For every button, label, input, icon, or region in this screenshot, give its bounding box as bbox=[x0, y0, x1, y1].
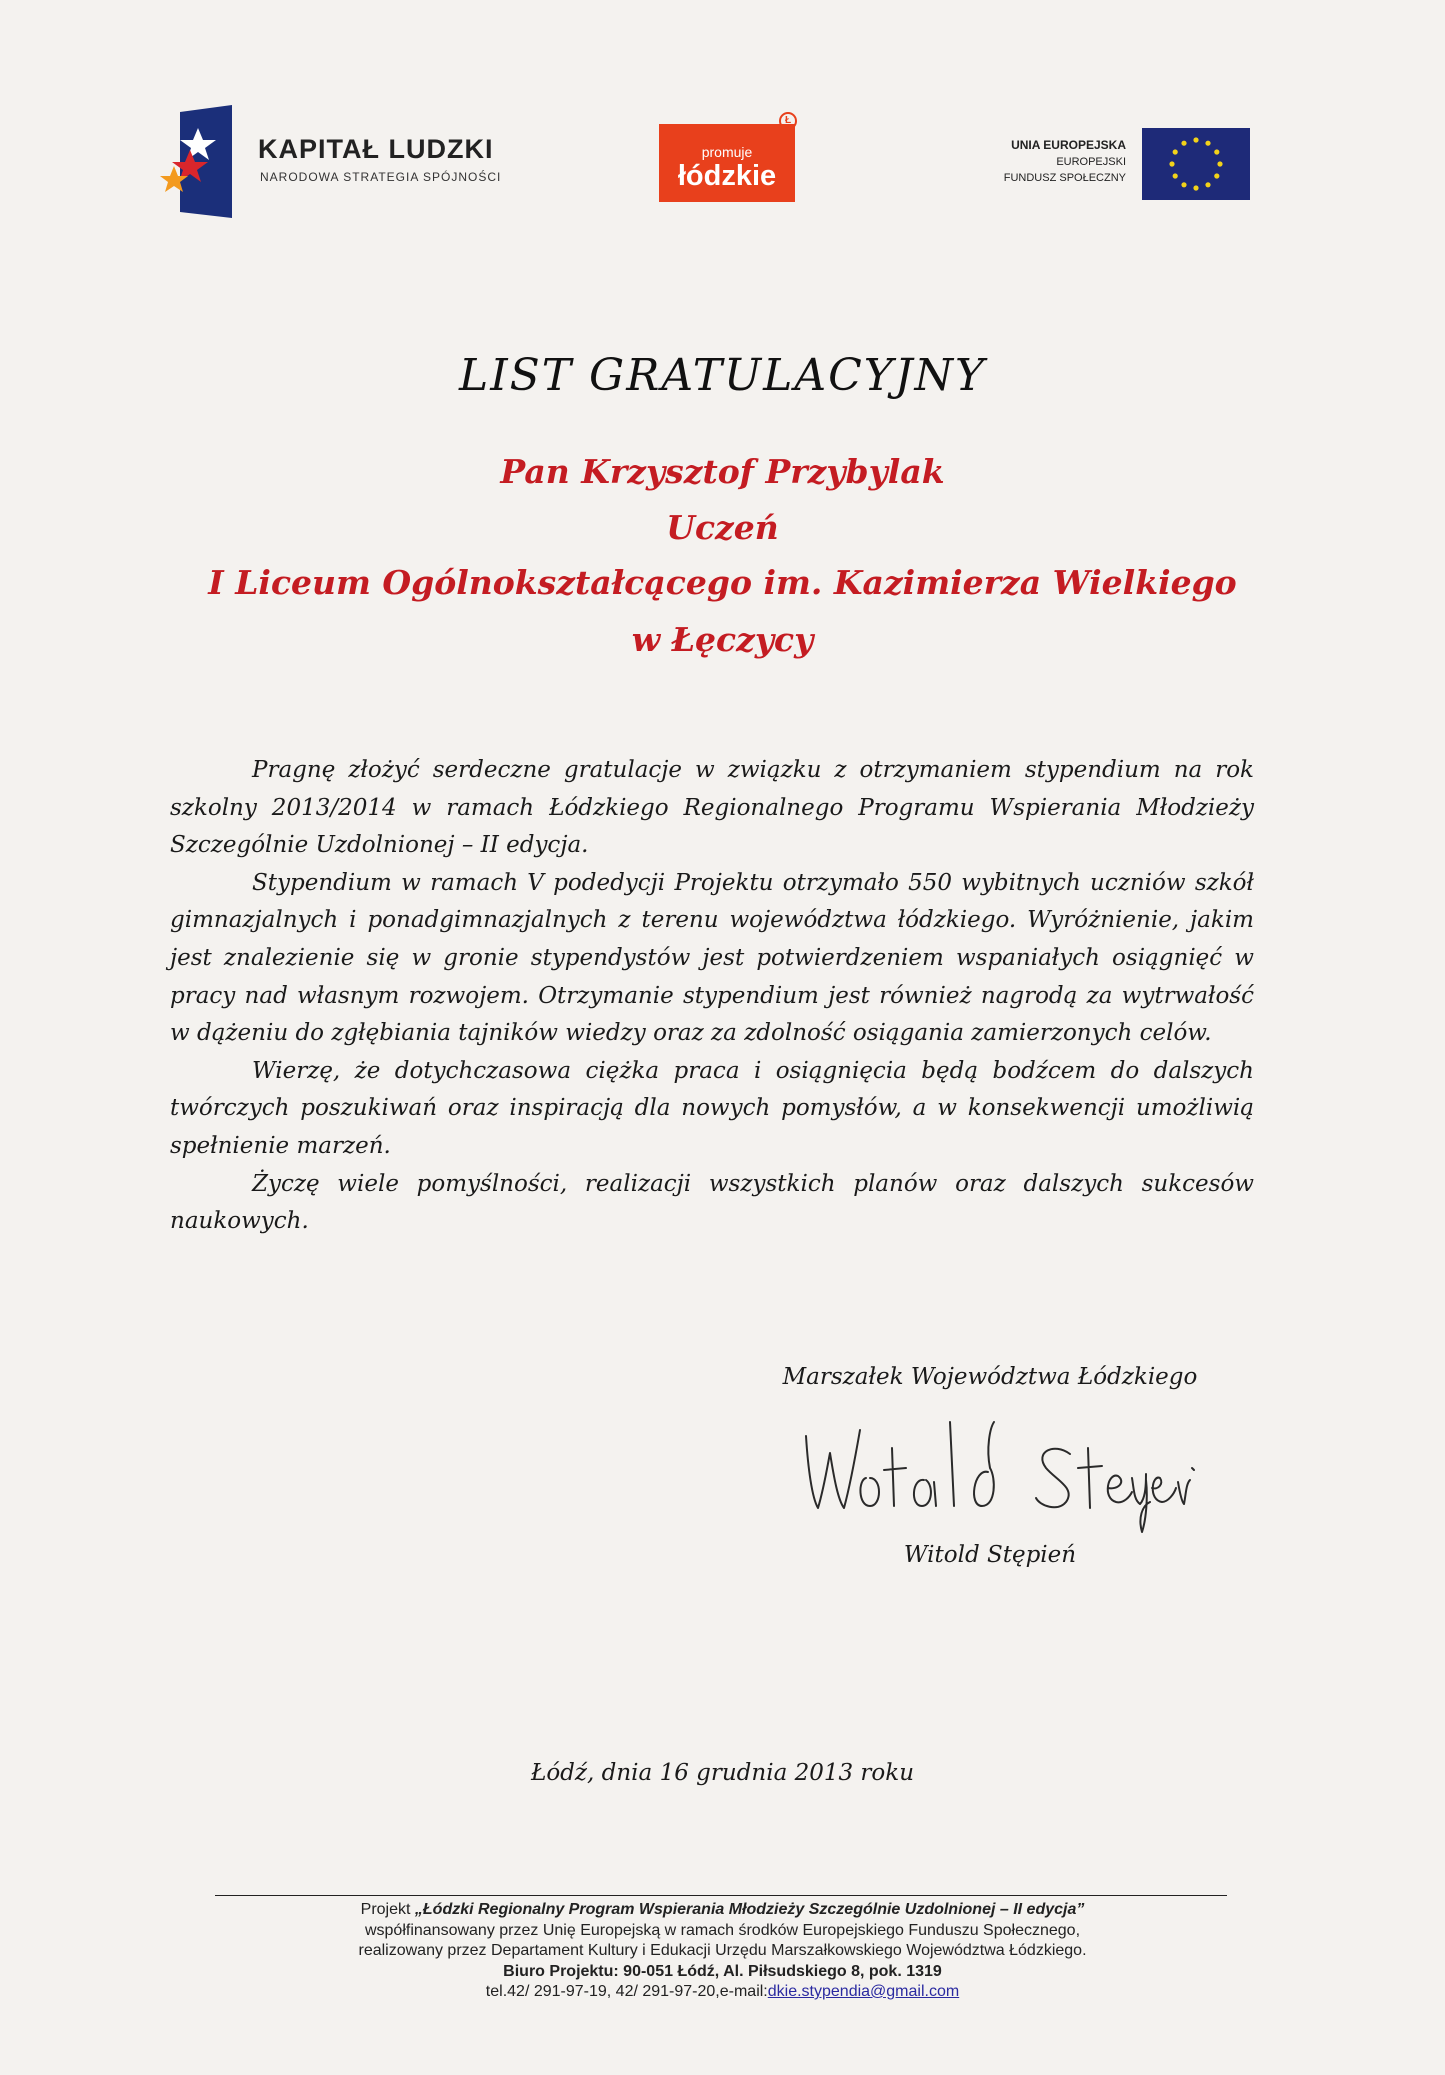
recipient-town: w Łęczycy bbox=[631, 620, 814, 659]
body-paragraph-4: Życzę wiele pomyślności, realizacji wszystkich planów oraz dalszych sukcesów naukowych. bbox=[170, 1170, 1254, 1235]
eu-star-icon bbox=[1217, 161, 1222, 166]
eu-star-icon bbox=[1173, 149, 1178, 154]
footer bbox=[0, 1900, 1445, 2003]
issue-date: Łódź, dnia 16 grudnia 2013 roku bbox=[530, 1760, 915, 1786]
eu-flag-icon bbox=[1142, 128, 1250, 200]
eu-star-icon bbox=[1169, 161, 1174, 166]
lodzkie-coin-icon: Ł bbox=[779, 112, 797, 130]
recipient-school: I Liceum Ogólnokształcącego im. Kazimierza Wielkiego bbox=[208, 563, 1237, 602]
footer-line-3: realizowany przez Departament Kultury i Edukacji Urzędu Marszałkowskiego Województwa Łódzkiego. bbox=[358, 1942, 1087, 1959]
eu-star-icon bbox=[1193, 137, 1198, 142]
eu-star-icon bbox=[1181, 141, 1186, 146]
footer-office-address: Biuro Projektu: 90-051 Łódź, Al. Piłsudskiego 8, pok. 1319 bbox=[503, 1962, 942, 1980]
eu-star-icon bbox=[1205, 141, 1210, 146]
eu-star-icon bbox=[1214, 173, 1219, 178]
eu-logo-line1: UNIA EUROPEJSKA bbox=[1011, 138, 1126, 152]
lodzkie-logo-big-text: łódzkie bbox=[677, 160, 777, 192]
signatory-role: Marszałek Województwa Łódzkiego bbox=[782, 1364, 1198, 1390]
recipient-name: Pan Krzysztof Przybylak bbox=[500, 452, 945, 491]
kapital-ludzki-title: KAPITAŁ LUDZKI bbox=[258, 134, 494, 164]
eu-logo-line2: EUROPEJSKI bbox=[1056, 156, 1126, 168]
footer-divider bbox=[215, 1895, 1227, 1896]
eu-fund-logo bbox=[960, 128, 1250, 204]
kapital-ludzki-subtitle: NARODOWA STRATEGIA SPÓJNOŚCI bbox=[260, 170, 502, 184]
body-paragraph-2: Stypendium w ramach V podedycji Projektu otrzymało 550 wybitnych uczniów szkół gimnazjalnych i ponadgimnazjalnych z terenu województwa łódzkiego. Wyróżnienie, jakim jest znalezienie się w gronie stypendystów jest potwierdzeniem wspaniałych osiągnięć w pracy nad własnym rozwojem. Otrzymanie stypendium jest również nagrodą za wytrwałość w dążeniu do zgłębiania tajników wiedzy oraz za zdolność osiągania zamierzonych celów. bbox=[170, 869, 1254, 1047]
footer-email-link[interactable]: dkie.stypendia@gmail.com bbox=[767, 1983, 960, 2000]
footer-project-name: „Łódzki Regionalny Program Wspierania Młodzieży Szczególnie Uzdolnionej – II edycja” bbox=[414, 1901, 1085, 1918]
lodzkie-logo-small-text: promuje bbox=[701, 144, 753, 160]
signatory-name: Witold Stępień bbox=[903, 1542, 1077, 1568]
body-paragraph-3: Wierzę, że dotychczasowa ciężka praca i osiągnięcia będą bodźcem do dalszych twórczych poszukiwań oraz inspiracją dla nowych pomysłów, a w konsekwencji umożliwią spełnienie marzeń. bbox=[170, 1057, 1254, 1159]
kapital-ludzki-emblem-icon bbox=[160, 100, 240, 220]
letter-body bbox=[170, 752, 1254, 1241]
footer-phone: tel.42/ 291-97-19, 42/ 291-97-20,e-mail: bbox=[485, 1983, 768, 2000]
handwritten-signature bbox=[800, 1408, 1200, 1538]
recipient-role: Uczeń bbox=[666, 508, 779, 547]
eu-star-icon bbox=[1205, 182, 1210, 187]
eu-logo-line3: FUNDUSZ SPOŁECZNY bbox=[1003, 172, 1126, 184]
footer-line-2: współfinansowany przez Unię Europejską w ramach środków Europejskiego Funduszu Społecznego, bbox=[364, 1921, 1081, 1939]
footer-line-1 bbox=[0, 1900, 1445, 1921]
eu-star-icon bbox=[1181, 182, 1186, 187]
body-paragraph-1: Pragnę złożyć serdeczne gratulacje w związku z otrzymaniem stypendium na rok szkolny 2013/2014 w ramach Łódzkiego Regionalnego Programu Wspierania Młodzieży Szczególnie Uzdolnionej – II edycja. bbox=[170, 757, 1254, 859]
eu-star-icon bbox=[1193, 185, 1198, 190]
kapital-ludzki-logo bbox=[160, 100, 530, 225]
eu-star-icon bbox=[1173, 173, 1178, 178]
promuje-lodzkie-logo bbox=[659, 112, 799, 202]
document-title: LIST GRATULACYJNY bbox=[458, 350, 987, 401]
footer-project-prefix: Projekt bbox=[360, 1901, 415, 1918]
eu-star-icon bbox=[1214, 149, 1219, 154]
footer-contact-line bbox=[0, 1982, 1445, 2003]
